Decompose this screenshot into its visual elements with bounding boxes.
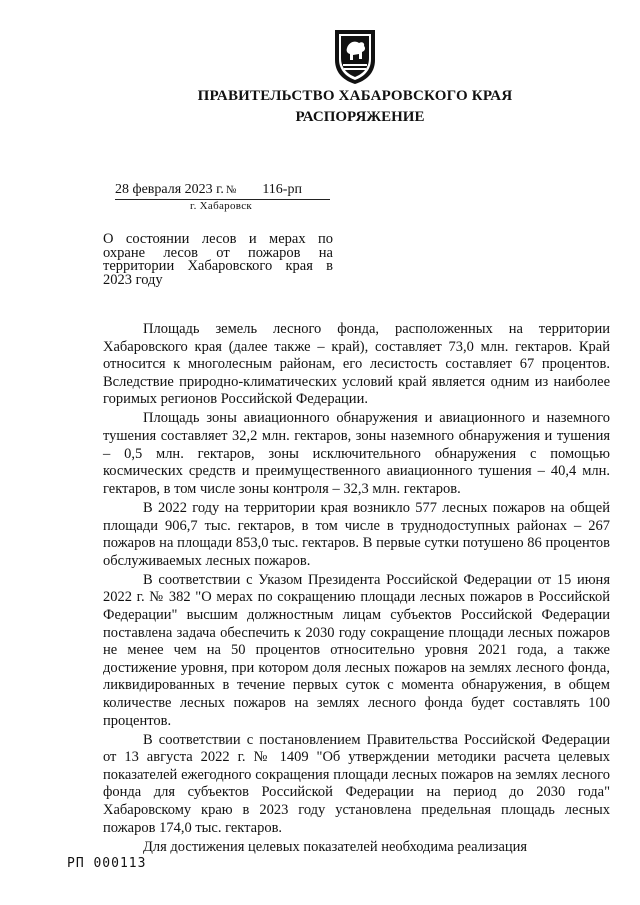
paragraph: В 2022 году на территории края возникло 577 лесных пожаров на общей площади 906,7 тыс. гектаров, в том числе в труднодоступных районах – 267 пожаров на площади 853,0 тыс. гектаров. В первые сутки потушено 86 процентов обслуживаемых лесных пожаров. — [103, 499, 610, 569]
paragraph: Площадь зоны авиационного обнаружения и авиационного и наземного тушения составляет 32,2 млн. гектаров, зоны наземного обнаружения и тушения – 0,5 млн. гектаров, зоны исключительного обнаружения с помощью космических средств и преимущественного авиационного тушения – 40,4 млн. гектаров, в том числе зоны контроля – 32,3 млн. гектаров. — [103, 410, 610, 497]
document-body — [103, 321, 610, 858]
footer-code: РП 000113 — [67, 856, 147, 871]
government-title: ПРАВИТЕЛЬСТВО ХАБАРОВСКОГО КРАЯ — [197, 88, 513, 104]
document-date: 28 февраля 2023 г. — [115, 182, 224, 197]
paragraph: В соответствии с Указом Президента Российской Федерации от 15 июня 2022 г. № 382 "О мерах по сокращению площади лесных пожаров в Российской Федерации" высшим должностным лицам субъектов Российской Федерации поставлена задача обеспечить к 2030 году сокращение площади лесных пожаров не менее чем на 50 процентов относительно уровня 2021 года, а также достижение уровня, при котором доля лесных пожаров на землях лесного фонда, ликвидированных в течение первых суток с момента обнаружения, в общем количестве лесных пожаров на землях лесного фонда будет составлять 100 процентов. — [103, 571, 610, 729]
coat-of-arms-icon — [331, 26, 379, 86]
date-number-line — [115, 182, 330, 200]
paragraph: В соответствии с постановлением Правительства Российской Федерации от 13 августа 2022 г. № 1409 "Об утверждении методики расчета целевых показателей ежегодного сокращения площади лесных пожаров на землях лесного фонда для субъектов Российской Федерации на период до 2030 года" Хабаровскому краю в 2023 году установлена предельная площадь лесных пожаров 174,0 тыс. гектаров. — [103, 731, 610, 836]
city: г. Хабаровск — [190, 200, 253, 212]
document-type: РАСПОРЯЖЕНИЕ — [295, 109, 425, 125]
paragraph: Для достижения целевых показателей необходима реализация — [143, 838, 528, 855]
document-number: 116-рп — [262, 182, 302, 197]
paragraph: Площадь земель лесного фонда, расположенных на территории Хабаровского края (далее также – край), составляет 73,0 млн. гектаров. Край относится к многолесным районам, его лесистость составляет 67 процентов. Вследствие природно-климатических условий край является одним из наиболее горимых регионов Российской Федерации. — [103, 321, 610, 408]
document-subject: О состоянии лесов и мерах по охране лесов от пожаров на территории Хабаровского края в 2023 году — [103, 231, 333, 288]
number-label: № — [225, 184, 237, 196]
